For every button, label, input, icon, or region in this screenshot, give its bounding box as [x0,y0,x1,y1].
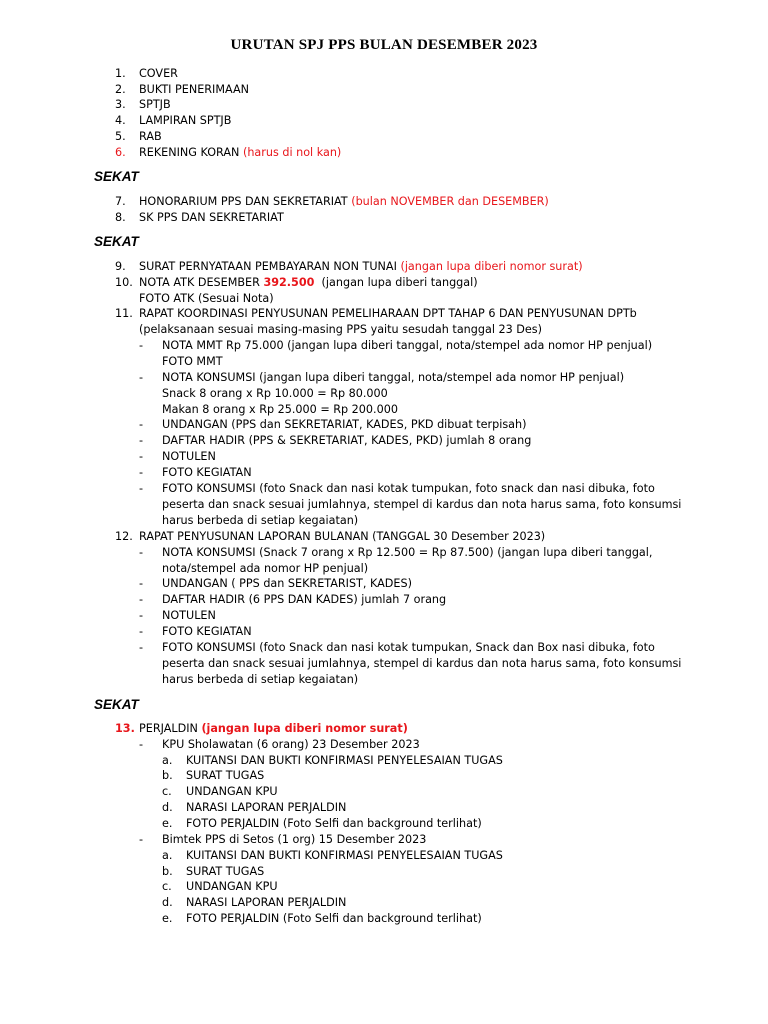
letter-marker: c. [162,880,172,893]
dash-bullet: - [139,450,144,463]
item-note: (jangan lupa diberi nomor surat) [400,260,583,273]
list-number: 9. [115,260,126,273]
letter-marker: c. [162,785,172,798]
dash-bullet: - [139,418,144,431]
list-number: 1. [115,67,126,80]
sub-item: NOTULEN [162,450,216,463]
list-item-line: FOTO ATK (Sesuai Nota) [139,292,274,305]
sub-item-line: FOTO MMT [162,355,223,368]
list-item: SK PPS DAN SEKRETARIAT [139,211,284,224]
sub-sub-item: KUITANSI DAN BUKTI KONFIRMASI PENYELESAIAN TUGAS [186,849,503,862]
sub-sub-item: SURAT TUGAS [186,865,265,878]
dash-bullet: - [139,625,144,638]
letter-marker: e. [162,817,173,830]
dash-bullet: - [139,738,144,751]
list-number: 4. [115,114,126,127]
dash-bullet: - [139,371,144,384]
letter-marker: a. [162,849,173,862]
sub-item-line: Makan 8 orang x Rp 25.000 = Rp 200.000 [162,403,398,416]
letter-marker: b. [162,865,173,878]
sub-item-line: Snack 8 orang x Rp 10.000 = Rp 80.000 [162,387,388,400]
list-item: BUKTI PENERIMAAN [139,83,249,96]
dash-bullet: - [139,641,144,654]
sub-item-line: peserta dan snack sesuai jumlahnya, stempel di kardus dan nota harus sama, foto konsumsi [162,498,682,511]
dash-bullet: - [139,434,144,447]
list-number: 10. [115,276,133,289]
dash-bullet: - [139,593,144,606]
sub-item-line: harus berbeda di setiap kegaiatan) [162,673,359,686]
list-item [139,721,408,737]
dash-bullet: - [139,833,144,846]
list-item-line: (pelaksanaan sesuai masing-masing PPS yaitu sesudah tanggal 23 Des) [139,323,542,336]
section-divider: SEKAT [94,169,139,184]
sub-item: NOTA KONSUMSI (Snack 7 orang x Rp 12.500 = Rp 87.500) (jangan lupa diberi tanggal, [162,546,653,559]
sub-item: DAFTAR HADIR (6 PPS DAN KADES) jumlah 7 orang [162,593,447,606]
section-divider: SEKAT [94,234,139,249]
letter-marker: b. [162,769,173,782]
item-note: (bulan NOVEMBER dan DESEMBER) [351,195,549,208]
sub-sub-item: SURAT TUGAS [186,769,265,782]
list-item [139,145,341,161]
sub-sub-item: UNDANGAN KPU [186,880,278,893]
sub-item: FOTO KONSUMSI (foto Snack dan nasi kotak tumpukan, Snack dan Box nasi dibuka, foto [162,641,655,654]
list-item: RAPAT PENYUSUNAN LAPORAN BULANAN (TANGGAL 30 Desember 2023) [139,530,546,543]
list-item: RAB [139,130,162,143]
sub-item: NOTULEN [162,609,216,622]
sub-item-line: peserta dan snack sesuai jumlahnya, stempel di kardus dan nota harus sama, foto konsumsi [162,657,682,670]
sub-item: DAFTAR HADIR (PPS & SEKRETARIAT, KADES, PKD) jumlah 8 orang [162,434,532,447]
list-number: 7. [115,195,126,208]
sub-item: UNDANGAN ( PPS dan SEKRETARIST, KADES) [162,577,412,590]
letter-marker: a. [162,754,173,767]
item-text: NOTA ATK DESEMBER [139,276,260,289]
sub-sub-item: KUITANSI DAN BUKTI KONFIRMASI PENYELESAIAN TUGAS [186,754,503,767]
sub-item: FOTO KEGIATAN [162,625,252,638]
dash-bullet: - [139,339,144,352]
item-text: HONORARIUM PPS DAN SEKRETARIAT [139,195,348,208]
item-text: SURAT PERNYATAAN PEMBAYARAN NON TUNAI [139,260,397,273]
sub-item: NOTA KONSUMSI (jangan lupa diberi tanggal, nota/stempel ada nomor HP penjual) [162,371,625,384]
dash-bullet: - [139,466,144,479]
list-number: 3. [115,98,126,111]
list-item [139,275,478,291]
sub-sub-item: FOTO PERJALDIN (Foto Selfi dan background terlihat) [186,817,482,830]
item-note: (harus di nol kan) [242,146,342,159]
sub-sub-item: NARASI LAPORAN PERJALDIN [186,801,347,814]
dash-bullet: - [139,577,144,590]
sub-item: FOTO KONSUMSI (foto Snack dan nasi kotak tumpukan, foto snack dan nasi dibuka, foto [162,482,655,495]
list-item: LAMPIRAN SPTJB [139,114,232,127]
list-number: 12. [115,530,133,543]
item-note: (jangan lupa diberi tanggal) [321,276,478,289]
list-item: RAPAT KOORDINASI PENYUSUNAN PEMELIHARAAN DPT TAHAP 6 DAN PENYUSUNAN DPTb [139,307,637,320]
sub-sub-item: FOTO PERJALDIN (Foto Selfi dan background terlihat) [186,912,482,925]
amount: 392.500 [263,276,315,289]
list-number: 8. [115,211,126,224]
list-item: COVER [139,67,178,80]
list-number: 13. [115,722,135,735]
dash-bullet: - [139,482,144,495]
sub-item: KPU Sholawatan (6 orang) 23 Desember 2023 [162,738,420,751]
sub-sub-item: NARASI LAPORAN PERJALDIN [186,896,347,909]
page-title: URUTAN SPJ PPS BULAN DESEMBER 2023 [230,37,538,53]
sub-item-line: nota/stempel ada nomor HP penjual) [162,562,369,575]
letter-marker: d. [162,896,173,909]
dash-bullet: - [139,609,144,622]
item-text: REKENING KORAN [139,146,240,159]
item-note: (jangan lupa diberi nomor surat) [201,722,408,735]
sub-item: NOTA MMT Rp 75.000 (jangan lupa diberi tanggal, nota/stempel ada nomor HP penjual) [162,339,653,352]
sub-item: FOTO KEGIATAN [162,466,252,479]
sub-item: UNDANGAN (PPS dan SEKRETARIAT, KADES, PKD dibuat terpisah) [162,418,527,431]
list-item [139,259,583,275]
sub-sub-item: UNDANGAN KPU [186,785,278,798]
list-number: 5. [115,130,126,143]
dash-bullet: - [139,546,144,559]
sub-item: Bimtek PPS di Setos (1 org) 15 Desember 2023 [162,833,427,846]
list-number: 11. [115,307,133,320]
list-item: SPTJB [139,98,171,111]
list-number: 6. [115,146,126,159]
sub-item-line: harus berbeda di setiap kegaiatan) [162,514,359,527]
letter-marker: d. [162,801,173,814]
letter-marker: e. [162,912,173,925]
list-item [139,194,549,210]
section-divider: SEKAT [94,697,139,712]
list-number: 2. [115,83,126,96]
item-text: PERJALDIN [139,722,198,735]
